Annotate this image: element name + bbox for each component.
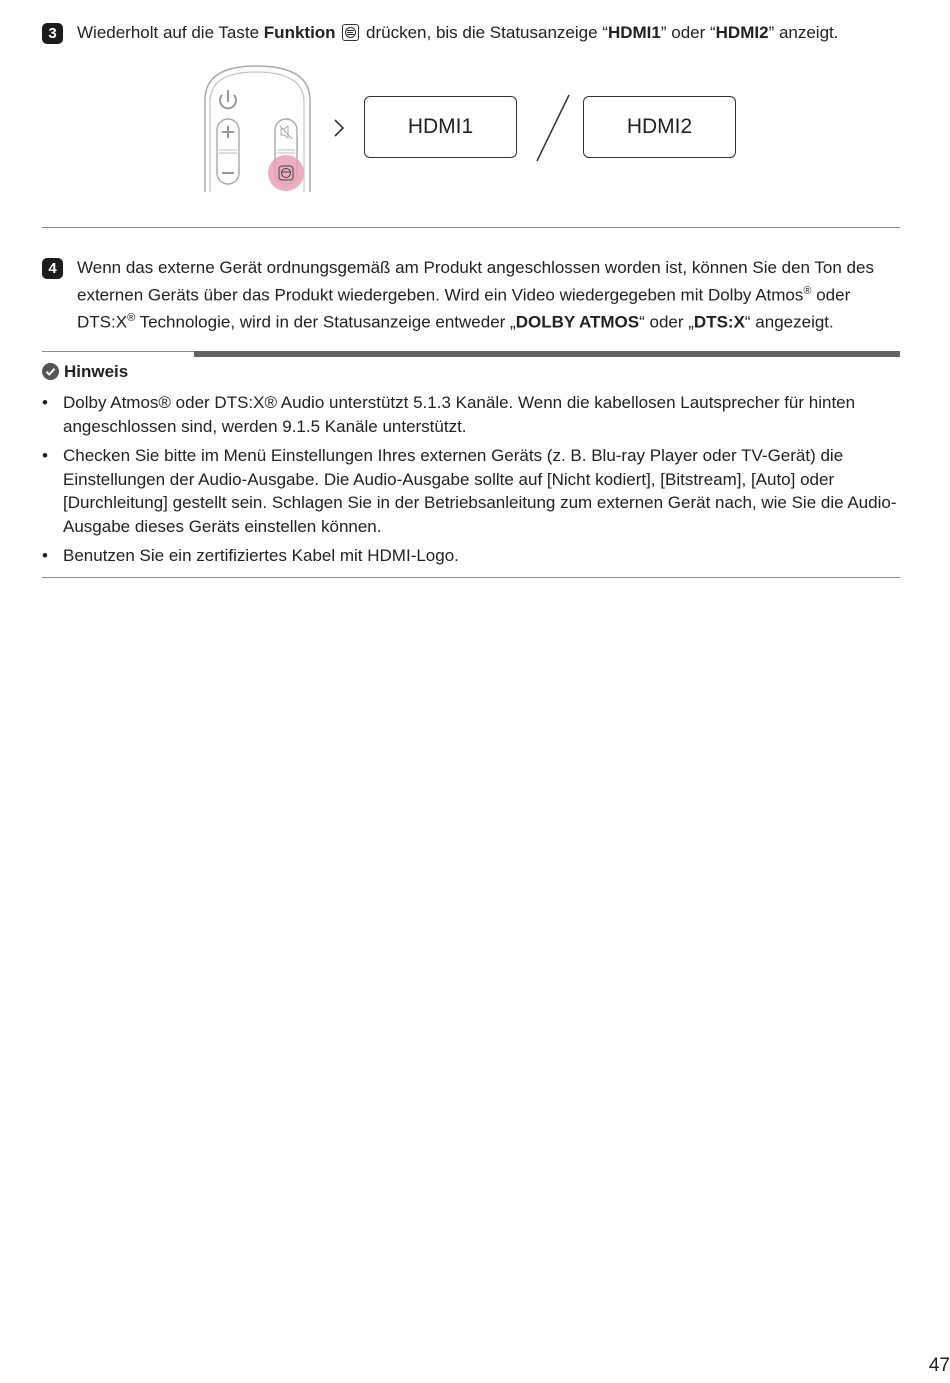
note-title: Hinweis [64, 362, 129, 381]
chevron-right-icon [332, 117, 346, 139]
step-4-number: 4 [42, 258, 63, 279]
section-divider [42, 227, 900, 228]
function-key-label: Funktion [263, 23, 336, 42]
function-key-icon [342, 24, 359, 41]
note-rule-thin [42, 351, 194, 352]
remote-illustration [200, 62, 330, 194]
step-4 [42, 256, 900, 334]
step-3 [42, 21, 900, 45]
display-hdmi1: HDMI1 [364, 96, 517, 158]
check-icon [42, 363, 59, 380]
note-heading [42, 360, 128, 384]
step-4-text: Wenn das externe Gerät ordnungsgemäß am Produkt angeschlossen worden ist, können Sie den Ton des externen Geräts über das Produkt wiedergeben. Wird ein Video wiedergegeben mit Dolby Atmos® oder DTS:X® Technologie, wird in der Statusanzeige entweder „DOLBY ATMOS“ oder „DTS:X“ angezeigt. [77, 258, 874, 332]
remote-figure [200, 62, 760, 194]
mute-icon [280, 126, 292, 139]
press-highlight [268, 155, 304, 191]
power-icon [220, 90, 236, 108]
list-item: • Dolby Atmos® oder DTS:X® Audio unterstützt 5.1.3 Kanäle. Wenn die kabellosen Lautsprecher für hinten angeschlossen sind, werden 9.1.5 Kanäle unterstützt. [42, 393, 856, 436]
step-3-number: 3 [42, 23, 63, 44]
slash-divider [533, 93, 573, 163]
note-list [42, 391, 902, 574]
page-number: 47 [928, 1355, 950, 1376]
display-hdmi2: HDMI2 [583, 96, 736, 158]
note-rule-thick [194, 351, 900, 357]
note-bottom-rule [42, 577, 900, 578]
step-3-text: Wiederholt auf die Taste Funktion drücken, bis die Statusanzeige “HDMI1” oder “HDMI2” anzeigt. [77, 23, 839, 42]
list-item: • Checken Sie bitte im Menü Einstellungen Ihres externen Geräts (z. B. Blu-ray Player oder TV-Gerät) die Einstellungen der Audio-Ausgabe. Die Audio-Ausgabe sollte auf [Nicht kodiert], [Bitstream], [Auto] oder [Durchleitung] gestellt sein. Schlagen Sie in der Betriebsanleitung zum externen Gerät nach, wie Sie die Audio-Ausgabe dieses Geräts einstellen können. [42, 446, 897, 536]
list-item: • Benutzen Sie ein zertifiziertes Kabel mit HDMI-Logo. [42, 546, 459, 565]
